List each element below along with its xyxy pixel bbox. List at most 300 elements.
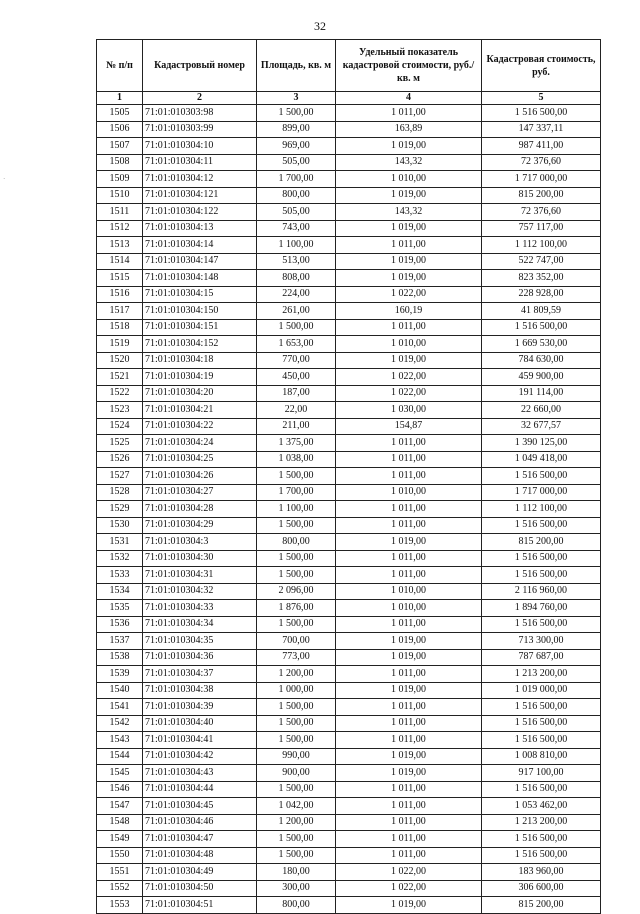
cadastral-cost-cell: 1 516 500,00 bbox=[482, 699, 601, 716]
row-number-cell: 1535 bbox=[97, 600, 143, 617]
cadastral-number-cell: 71:01:010304:42 bbox=[143, 748, 257, 765]
cadastral-number-cell: 71:01:010304:148 bbox=[143, 270, 257, 287]
cadastral-cost-cell: 72 376,60 bbox=[482, 154, 601, 171]
cadastral-cost-cell: 228 928,00 bbox=[482, 286, 601, 303]
row-number-cell: 1532 bbox=[97, 550, 143, 567]
area-cell: 773,00 bbox=[257, 649, 336, 666]
row-number-cell: 1539 bbox=[97, 666, 143, 683]
table-row bbox=[97, 715, 601, 732]
specific-value-cell: 143,32 bbox=[336, 154, 482, 171]
table-row bbox=[97, 534, 601, 551]
row-number-cell: 1537 bbox=[97, 633, 143, 650]
cadastral-cost-cell: 1 053 462,00 bbox=[482, 798, 601, 815]
table-row bbox=[97, 237, 601, 254]
cadastral-cost-cell: 1 019 000,00 bbox=[482, 682, 601, 699]
column-number: 5 bbox=[482, 92, 601, 105]
cadastral-number-cell: 71:01:010304:44 bbox=[143, 781, 257, 798]
table-row bbox=[97, 352, 601, 369]
area-cell: 808,00 bbox=[257, 270, 336, 287]
cadastral-number-cell: 71:01:010304:15 bbox=[143, 286, 257, 303]
page-number: 32 bbox=[314, 19, 326, 33]
specific-value-cell: 1 019,00 bbox=[336, 220, 482, 237]
cadastral-cost-cell: 815 200,00 bbox=[482, 534, 601, 551]
specific-value-cell: 1 019,00 bbox=[336, 765, 482, 782]
cadastral-cost-cell: 787 687,00 bbox=[482, 649, 601, 666]
area-cell: 187,00 bbox=[257, 385, 336, 402]
area-cell: 990,00 bbox=[257, 748, 336, 765]
table-row bbox=[97, 666, 601, 683]
cadastral-cost-cell: 1 516 500,00 bbox=[482, 831, 601, 848]
cadastral-number-cell: 71:01:010304:150 bbox=[143, 303, 257, 320]
cadastral-cost-cell: 1 894 760,00 bbox=[482, 600, 601, 617]
specific-value-cell: 1 011,00 bbox=[336, 237, 482, 254]
specific-value-cell: 1 019,00 bbox=[336, 270, 482, 287]
area-cell: 1 500,00 bbox=[257, 732, 336, 749]
cadastral-cost-cell: 306 600,00 bbox=[482, 880, 601, 897]
area-cell: 743,00 bbox=[257, 220, 336, 237]
cadastral-number-cell: 71:01:010304:49 bbox=[143, 864, 257, 881]
specific-value-cell: 1 019,00 bbox=[336, 649, 482, 666]
table-row bbox=[97, 319, 601, 336]
cadastral-cost-cell: 1 717 000,00 bbox=[482, 484, 601, 501]
area-cell: 899,00 bbox=[257, 121, 336, 138]
cadastral-cost-cell: 1 717 000,00 bbox=[482, 171, 601, 188]
cadastral-cost-cell: 1 516 500,00 bbox=[482, 319, 601, 336]
row-number-cell: 1512 bbox=[97, 220, 143, 237]
cadastral-value-table bbox=[96, 39, 601, 914]
area-cell: 1 200,00 bbox=[257, 814, 336, 831]
cadastral-number-cell: 71:01:010304:152 bbox=[143, 336, 257, 353]
cadastral-cost-cell: 1 049 418,00 bbox=[482, 451, 601, 468]
specific-value-cell: 1 019,00 bbox=[336, 534, 482, 551]
header-specific-value: Удельный показатель кадастровой стоимости, руб./кв. м bbox=[336, 40, 482, 92]
area-cell: 1 500,00 bbox=[257, 567, 336, 584]
table-row bbox=[97, 418, 601, 435]
table-row bbox=[97, 451, 601, 468]
area-cell: 224,00 bbox=[257, 286, 336, 303]
area-cell: 1 500,00 bbox=[257, 468, 336, 485]
row-number-cell: 1511 bbox=[97, 204, 143, 221]
specific-value-cell: 1 011,00 bbox=[336, 814, 482, 831]
table-row bbox=[97, 187, 601, 204]
table-row bbox=[97, 204, 601, 221]
table-row bbox=[97, 385, 601, 402]
cadastral-number-cell: 71:01:010304:48 bbox=[143, 847, 257, 864]
row-number-cell: 1525 bbox=[97, 435, 143, 452]
specific-value-cell: 1 011,00 bbox=[336, 501, 482, 518]
specific-value-cell: 1 019,00 bbox=[336, 352, 482, 369]
cadastral-number-cell: 71:01:010304:33 bbox=[143, 600, 257, 617]
row-number-cell: 1542 bbox=[97, 715, 143, 732]
specific-value-cell: 1 011,00 bbox=[336, 699, 482, 716]
cadastral-number-cell: 71:01:010304:32 bbox=[143, 583, 257, 600]
row-number-cell: 1509 bbox=[97, 171, 143, 188]
area-cell: 800,00 bbox=[257, 534, 336, 551]
cadastral-cost-cell: 1 213 200,00 bbox=[482, 814, 601, 831]
area-cell: 2 096,00 bbox=[257, 583, 336, 600]
row-number-cell: 1546 bbox=[97, 781, 143, 798]
area-cell: 180,00 bbox=[257, 864, 336, 881]
cadastral-number-cell: 71:01:010304:50 bbox=[143, 880, 257, 897]
cadastral-cost-cell: 32 677,57 bbox=[482, 418, 601, 435]
row-number-cell: 1507 bbox=[97, 138, 143, 155]
row-number-cell: 1522 bbox=[97, 385, 143, 402]
table-row bbox=[97, 121, 601, 138]
specific-value-cell: 1 011,00 bbox=[336, 798, 482, 815]
area-cell: 1 876,00 bbox=[257, 600, 336, 617]
cadastral-cost-cell: 917 100,00 bbox=[482, 765, 601, 782]
specific-value-cell: 1 011,00 bbox=[336, 435, 482, 452]
specific-value-cell: 1 011,00 bbox=[336, 468, 482, 485]
cadastral-number-cell: 71:01:010304:46 bbox=[143, 814, 257, 831]
area-cell: 770,00 bbox=[257, 352, 336, 369]
cadastral-cost-cell: 1 213 200,00 bbox=[482, 666, 601, 683]
specific-value-cell: 1 022,00 bbox=[336, 385, 482, 402]
area-cell: 211,00 bbox=[257, 418, 336, 435]
row-number-cell: 1517 bbox=[97, 303, 143, 320]
header-row-number: № п/п bbox=[97, 40, 143, 92]
specific-value-cell: 1 019,00 bbox=[336, 748, 482, 765]
specific-value-cell: 1 010,00 bbox=[336, 600, 482, 617]
cadastral-number-cell: 71:01:010304:14 bbox=[143, 237, 257, 254]
table-header-row bbox=[97, 40, 601, 92]
area-cell: 505,00 bbox=[257, 154, 336, 171]
row-number-cell: 1540 bbox=[97, 682, 143, 699]
table-body bbox=[97, 105, 601, 914]
cadastral-cost-cell: 1 112 100,00 bbox=[482, 501, 601, 518]
row-number-cell: 1524 bbox=[97, 418, 143, 435]
column-number: 2 bbox=[143, 92, 257, 105]
row-number-cell: 1528 bbox=[97, 484, 143, 501]
specific-value-cell: 1 011,00 bbox=[336, 847, 482, 864]
cadastral-number-cell: 71:01:010304:24 bbox=[143, 435, 257, 452]
table-row bbox=[97, 583, 601, 600]
area-cell: 1 100,00 bbox=[257, 237, 336, 254]
scan-speck: · bbox=[3, 175, 6, 183]
table-row bbox=[97, 864, 601, 881]
area-cell: 22,00 bbox=[257, 402, 336, 419]
area-cell: 1 700,00 bbox=[257, 171, 336, 188]
row-number-cell: 1541 bbox=[97, 699, 143, 716]
row-number-cell: 1516 bbox=[97, 286, 143, 303]
column-number: 4 bbox=[336, 92, 482, 105]
column-number-row bbox=[97, 92, 601, 105]
cadastral-cost-cell: 1 516 500,00 bbox=[482, 616, 601, 633]
table-row bbox=[97, 847, 601, 864]
cadastral-number-cell: 71:01:010304:18 bbox=[143, 352, 257, 369]
table-row bbox=[97, 550, 601, 567]
specific-value-cell: 1 030,00 bbox=[336, 402, 482, 419]
specific-value-cell: 1 010,00 bbox=[336, 171, 482, 188]
row-number-cell: 1508 bbox=[97, 154, 143, 171]
table-row bbox=[97, 138, 601, 155]
cadastral-cost-cell: 2 116 960,00 bbox=[482, 583, 601, 600]
cadastral-cost-cell: 1 008 810,00 bbox=[482, 748, 601, 765]
cadastral-number-cell: 71:01:010304:31 bbox=[143, 567, 257, 584]
row-number-cell: 1521 bbox=[97, 369, 143, 386]
cadastral-cost-cell: 987 411,00 bbox=[482, 138, 601, 155]
cadastral-number-cell: 71:01:010304:26 bbox=[143, 468, 257, 485]
specific-value-cell: 1 011,00 bbox=[336, 451, 482, 468]
cadastral-number-cell: 71:01:010304:25 bbox=[143, 451, 257, 468]
area-cell: 1 100,00 bbox=[257, 501, 336, 518]
cadastral-cost-cell: 1 516 500,00 bbox=[482, 847, 601, 864]
table-row bbox=[97, 798, 601, 815]
cadastral-cost-cell: 72 376,60 bbox=[482, 204, 601, 221]
specific-value-cell: 1 019,00 bbox=[336, 897, 482, 914]
specific-value-cell: 160,19 bbox=[336, 303, 482, 320]
area-cell: 1 700,00 bbox=[257, 484, 336, 501]
row-number-cell: 1513 bbox=[97, 237, 143, 254]
area-cell: 1 038,00 bbox=[257, 451, 336, 468]
table-row bbox=[97, 781, 601, 798]
specific-value-cell: 1 011,00 bbox=[336, 781, 482, 798]
header-cadastral-cost: Кадастровая стоимость, руб. bbox=[482, 40, 601, 92]
cadastral-cost-cell: 1 516 500,00 bbox=[482, 517, 601, 534]
area-cell: 1 500,00 bbox=[257, 699, 336, 716]
table-row bbox=[97, 765, 601, 782]
specific-value-cell: 1 010,00 bbox=[336, 484, 482, 501]
cadastral-cost-cell: 191 114,00 bbox=[482, 385, 601, 402]
area-cell: 450,00 bbox=[257, 369, 336, 386]
cadastral-number-cell: 71:01:010304:10 bbox=[143, 138, 257, 155]
specific-value-cell: 1 010,00 bbox=[336, 583, 482, 600]
area-cell: 513,00 bbox=[257, 253, 336, 270]
cadastral-cost-cell: 147 337,11 bbox=[482, 121, 601, 138]
table-row bbox=[97, 699, 601, 716]
row-number-cell: 1505 bbox=[97, 105, 143, 122]
area-cell: 1 500,00 bbox=[257, 517, 336, 534]
area-cell: 1 500,00 bbox=[257, 781, 336, 798]
cadastral-number-cell: 71:01:010304:47 bbox=[143, 831, 257, 848]
cadastral-number-cell: 71:01:010304:35 bbox=[143, 633, 257, 650]
table-row bbox=[97, 567, 601, 584]
cadastral-cost-cell: 823 352,00 bbox=[482, 270, 601, 287]
cadastral-cost-cell: 1 516 500,00 bbox=[482, 732, 601, 749]
specific-value-cell: 1 019,00 bbox=[336, 187, 482, 204]
row-number-cell: 1530 bbox=[97, 517, 143, 534]
area-cell: 1 375,00 bbox=[257, 435, 336, 452]
cadastral-number-cell: 71:01:010304:41 bbox=[143, 732, 257, 749]
cadastral-number-cell: 71:01:010304:20 bbox=[143, 385, 257, 402]
specific-value-cell: 1 022,00 bbox=[336, 864, 482, 881]
table-row bbox=[97, 303, 601, 320]
cadastral-cost-cell: 815 200,00 bbox=[482, 897, 601, 914]
row-number-cell: 1523 bbox=[97, 402, 143, 419]
row-number-cell: 1545 bbox=[97, 765, 143, 782]
cadastral-number-cell: 71:01:010303:99 bbox=[143, 121, 257, 138]
row-number-cell: 1549 bbox=[97, 831, 143, 848]
area-cell: 1 042,00 bbox=[257, 798, 336, 815]
cadastral-number-cell: 71:01:010304:39 bbox=[143, 699, 257, 716]
cadastral-number-cell: 71:01:010304:122 bbox=[143, 204, 257, 221]
row-number-cell: 1536 bbox=[97, 616, 143, 633]
cadastral-cost-cell: 757 117,00 bbox=[482, 220, 601, 237]
row-number-cell: 1533 bbox=[97, 567, 143, 584]
table-row bbox=[97, 286, 601, 303]
cadastral-number-cell: 71:01:010304:51 bbox=[143, 897, 257, 914]
cadastral-number-cell: 71:01:010304:12 bbox=[143, 171, 257, 188]
area-cell: 1 500,00 bbox=[257, 616, 336, 633]
row-number-cell: 1515 bbox=[97, 270, 143, 287]
area-cell: 1 500,00 bbox=[257, 319, 336, 336]
cadastral-number-cell: 71:01:010304:29 bbox=[143, 517, 257, 534]
area-cell: 1 200,00 bbox=[257, 666, 336, 683]
area-cell: 700,00 bbox=[257, 633, 336, 650]
cadastral-cost-cell: 1 112 100,00 bbox=[482, 237, 601, 254]
cadastral-cost-cell: 1 516 500,00 bbox=[482, 468, 601, 485]
specific-value-cell: 1 019,00 bbox=[336, 253, 482, 270]
area-cell: 1 653,00 bbox=[257, 336, 336, 353]
row-number-cell: 1531 bbox=[97, 534, 143, 551]
row-number-cell: 1551 bbox=[97, 864, 143, 881]
cadastral-number-cell: 71:01:010304:13 bbox=[143, 220, 257, 237]
table-row bbox=[97, 253, 601, 270]
row-number-cell: 1543 bbox=[97, 732, 143, 749]
area-cell: 900,00 bbox=[257, 765, 336, 782]
cadastral-cost-cell: 815 200,00 bbox=[482, 187, 601, 204]
area-cell: 1 500,00 bbox=[257, 550, 336, 567]
cadastral-number-cell: 71:01:010304:147 bbox=[143, 253, 257, 270]
table-row bbox=[97, 501, 601, 518]
cadastral-number-cell: 71:01:010304:11 bbox=[143, 154, 257, 171]
table-row bbox=[97, 633, 601, 650]
table-row bbox=[97, 682, 601, 699]
row-number-cell: 1527 bbox=[97, 468, 143, 485]
area-cell: 261,00 bbox=[257, 303, 336, 320]
cadastral-cost-cell: 1 516 500,00 bbox=[482, 105, 601, 122]
cadastral-number-cell: 71:01:010304:45 bbox=[143, 798, 257, 815]
table-row bbox=[97, 402, 601, 419]
table-row bbox=[97, 154, 601, 171]
table-row bbox=[97, 435, 601, 452]
specific-value-cell: 1 011,00 bbox=[336, 732, 482, 749]
area-cell: 1 500,00 bbox=[257, 847, 336, 864]
table-row bbox=[97, 814, 601, 831]
specific-value-cell: 1 019,00 bbox=[336, 633, 482, 650]
specific-value-cell: 1 022,00 bbox=[336, 286, 482, 303]
row-number-cell: 1514 bbox=[97, 253, 143, 270]
cadastral-number-cell: 71:01:010304:30 bbox=[143, 550, 257, 567]
table-row bbox=[97, 369, 601, 386]
table-row bbox=[97, 880, 601, 897]
row-number-cell: 1518 bbox=[97, 319, 143, 336]
cadastral-number-cell: 71:01:010304:40 bbox=[143, 715, 257, 732]
cadastral-number-cell: 71:01:010304:3 bbox=[143, 534, 257, 551]
cadastral-cost-cell: 784 630,00 bbox=[482, 352, 601, 369]
cadastral-cost-cell: 1 669 530,00 bbox=[482, 336, 601, 353]
cadastral-cost-cell: 522 747,00 bbox=[482, 253, 601, 270]
row-number-cell: 1510 bbox=[97, 187, 143, 204]
row-number-cell: 1547 bbox=[97, 798, 143, 815]
specific-value-cell: 1 011,00 bbox=[336, 715, 482, 732]
cadastral-cost-cell: 22 660,00 bbox=[482, 402, 601, 419]
row-number-cell: 1519 bbox=[97, 336, 143, 353]
specific-value-cell: 1 019,00 bbox=[336, 138, 482, 155]
specific-value-cell: 1 019,00 bbox=[336, 682, 482, 699]
table-row bbox=[97, 484, 601, 501]
area-cell: 800,00 bbox=[257, 187, 336, 204]
cadastral-number-cell: 71:01:010304:28 bbox=[143, 501, 257, 518]
cadastral-cost-cell: 1 516 500,00 bbox=[482, 567, 601, 584]
column-number: 1 bbox=[97, 92, 143, 105]
cadastral-cost-cell: 459 900,00 bbox=[482, 369, 601, 386]
specific-value-cell: 1 011,00 bbox=[336, 616, 482, 633]
cadastral-number-cell: 71:01:010304:121 bbox=[143, 187, 257, 204]
cadastral-cost-cell: 1 390 125,00 bbox=[482, 435, 601, 452]
row-number-cell: 1552 bbox=[97, 880, 143, 897]
table-row bbox=[97, 616, 601, 633]
specific-value-cell: 1 011,00 bbox=[336, 517, 482, 534]
area-cell: 1 500,00 bbox=[257, 831, 336, 848]
row-number-cell: 1548 bbox=[97, 814, 143, 831]
row-number-cell: 1553 bbox=[97, 897, 143, 914]
row-number-cell: 1506 bbox=[97, 121, 143, 138]
table-row bbox=[97, 831, 601, 848]
specific-value-cell: 163,89 bbox=[336, 121, 482, 138]
specific-value-cell: 1 010,00 bbox=[336, 336, 482, 353]
row-number-cell: 1520 bbox=[97, 352, 143, 369]
specific-value-cell: 1 011,00 bbox=[336, 105, 482, 122]
specific-value-cell: 1 022,00 bbox=[336, 880, 482, 897]
specific-value-cell: 1 011,00 bbox=[336, 567, 482, 584]
cadastral-cost-cell: 41 809,59 bbox=[482, 303, 601, 320]
cadastral-cost-cell: 713 300,00 bbox=[482, 633, 601, 650]
area-cell: 300,00 bbox=[257, 880, 336, 897]
specific-value-cell: 1 011,00 bbox=[336, 831, 482, 848]
cadastral-number-cell: 71:01:010304:36 bbox=[143, 649, 257, 666]
table-row bbox=[97, 600, 601, 617]
table-row bbox=[97, 517, 601, 534]
specific-value-cell: 1 022,00 bbox=[336, 369, 482, 386]
cadastral-cost-cell: 1 516 500,00 bbox=[482, 550, 601, 567]
table-row bbox=[97, 336, 601, 353]
cadastral-number-cell: 71:01:010304:34 bbox=[143, 616, 257, 633]
specific-value-cell: 154,87 bbox=[336, 418, 482, 435]
cadastral-number-cell: 71:01:010304:43 bbox=[143, 765, 257, 782]
area-cell: 1 500,00 bbox=[257, 105, 336, 122]
cadastral-cost-cell: 1 516 500,00 bbox=[482, 781, 601, 798]
row-number-cell: 1550 bbox=[97, 847, 143, 864]
header-area: Площадь, кв. м bbox=[257, 40, 336, 92]
specific-value-cell: 143,32 bbox=[336, 204, 482, 221]
area-cell: 969,00 bbox=[257, 138, 336, 155]
row-number-cell: 1538 bbox=[97, 649, 143, 666]
table-row bbox=[97, 732, 601, 749]
specific-value-cell: 1 011,00 bbox=[336, 666, 482, 683]
cadastral-number-cell: 71:01:010304:38 bbox=[143, 682, 257, 699]
specific-value-cell: 1 011,00 bbox=[336, 319, 482, 336]
cadastral-cost-cell: 1 516 500,00 bbox=[482, 715, 601, 732]
area-cell: 1 500,00 bbox=[257, 715, 336, 732]
specific-value-cell: 1 011,00 bbox=[336, 550, 482, 567]
cadastral-number-cell: 71:01:010304:151 bbox=[143, 319, 257, 336]
cadastral-number-cell: 71:01:010303:98 bbox=[143, 105, 257, 122]
table-row bbox=[97, 220, 601, 237]
area-cell: 505,00 bbox=[257, 204, 336, 221]
row-number-cell: 1544 bbox=[97, 748, 143, 765]
cadastral-number-cell: 71:01:010304:37 bbox=[143, 666, 257, 683]
table-row bbox=[97, 748, 601, 765]
table-row bbox=[97, 649, 601, 666]
cadastral-number-cell: 71:01:010304:19 bbox=[143, 369, 257, 386]
cadastral-number-cell: 71:01:010304:21 bbox=[143, 402, 257, 419]
table-row bbox=[97, 468, 601, 485]
row-number-cell: 1534 bbox=[97, 583, 143, 600]
header-cadastral-number: Кадастровый номер bbox=[143, 40, 257, 92]
cadastral-cost-cell: 183 960,00 bbox=[482, 864, 601, 881]
row-number-cell: 1526 bbox=[97, 451, 143, 468]
